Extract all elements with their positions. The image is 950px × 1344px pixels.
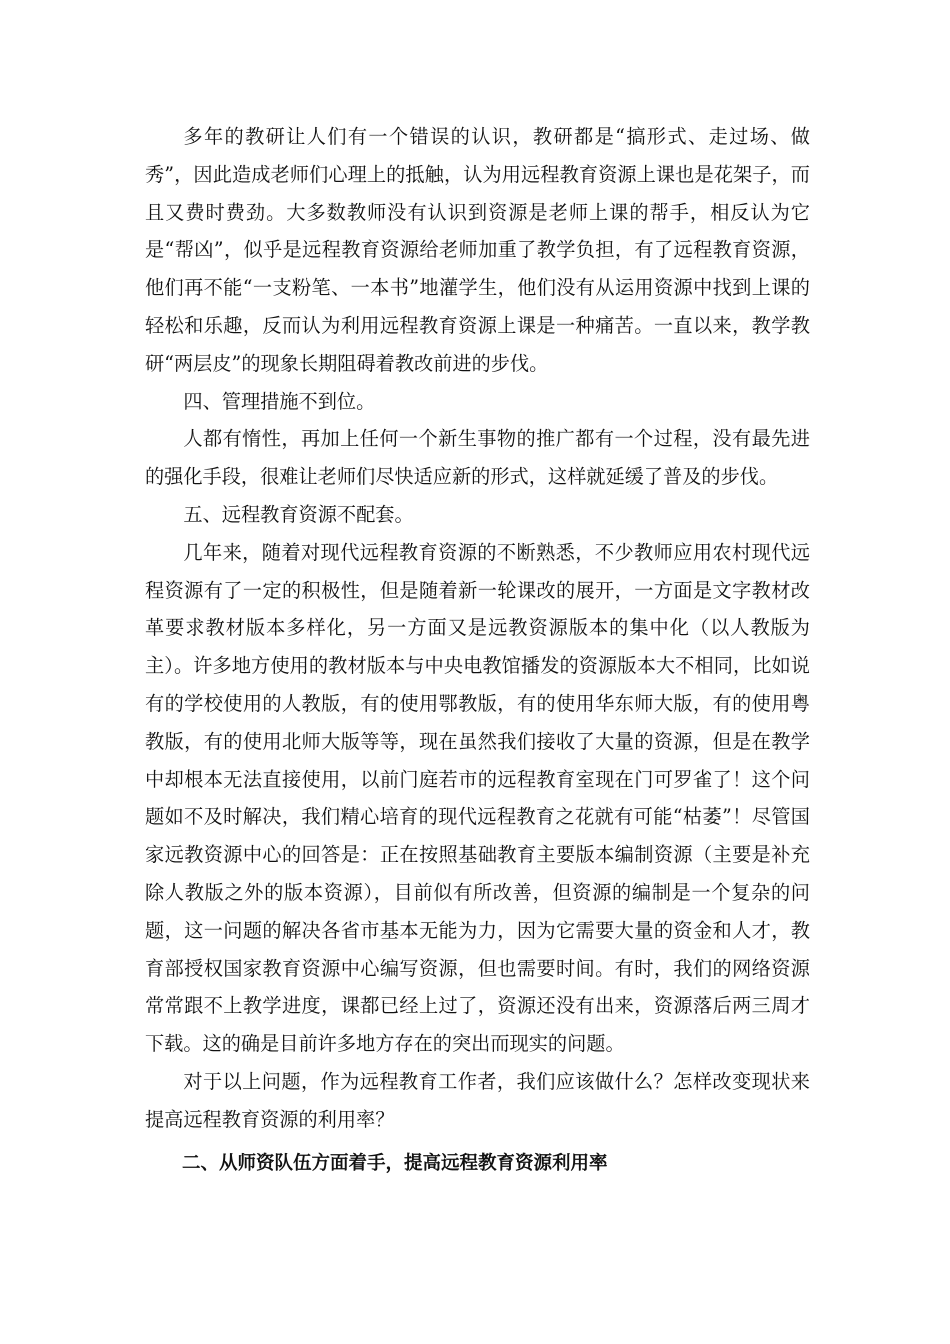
document-body xyxy=(145,118,810,1182)
paragraph-point-four-title: 四、管理措施不到位。 xyxy=(183,389,376,413)
section-heading: 二、从师资队伍方面着手，提高远程教育资源利用率 xyxy=(182,1152,608,1174)
paragraph-teaching-research: 多年的教研让人们有一个错误的认识，教研都是“搞形式、走过场、做秀”，因此造成老师们心理上的抵触，认为用远程教育资源上课也是花架子，而且又费时费劲。大多数教师没有认识到资源是老师上课的帮手，相反认为它是“帮凶”，似乎是远程教育资源给老师加重了教学负担，有了远程教育资源，他们再不能“一支粉笔、一本书”地灌学生，他们没有从运用资源中找到上课的轻松和乐趣，反而认为利用远程教育资源上课是一种痛苦。一直以来，教学教研“两层皮”的现象长期阻碍着教改前进的步伐。 xyxy=(145,125,810,375)
paragraph-resource-mismatch: 几年来，随着对现代远程教育资源的不断熟悉，不少教师应用农村现代远程资源有了一定的积极性，但是随着新一轮课改的展开，一方面是文字教材改革要求教材版本多样化，另一方面又是远教资源版本的集中化（以人教版为主）。许多地方使用的教材版本与中央电教馆播发的资源版本大不相同，比如说有的学校使用的人教版，有的使用鄂教版，有的使用华东师大版，有的使用粤教版，有的使用北师大版等等，现在虽然我们接收了大量的资源，但是在教学中却根本无法直接使用，以前门庭若市的远程教育室现在门可罗雀了！这个问题如不及时解决，我们精心培育的现代远程教育之花就有可能“枯萎”！尽管国家远教资源中心的回答是：正在按照基础教育主要版本编制资源（主要是补充除人教版之外的版本资源），目前似有所改善，但资源的编制是一个复杂的问题，这一问题的解决各省市基本无能为力，因为它需要大量的资金和人才，教育部授权国家教育资源中心编写资源，但也需要时间。有时，我们的网络资源常常跟不上教学进度，课都已经上过了，资源还没有出来，资源落后两三周才下载。这的确是目前许多地方存在的突出而现实的问题。 xyxy=(145,540,810,1056)
paragraph-inertia: 人都有惰性，再加上任何一个新生事物的推广都有一个过程，没有最先进的强化手段，很难让老师们尽快适应新的形式，这样就延缓了普及的步伐。 xyxy=(145,427,810,489)
paragraph-point-five-title: 五、远程教育资源不配套。 xyxy=(183,502,414,526)
paragraph-questions: 对于以上问题，作为远程教育工作者，我们应该做什么？怎样改变现状来提高远程教育资源的利用率？ xyxy=(145,1069,810,1131)
